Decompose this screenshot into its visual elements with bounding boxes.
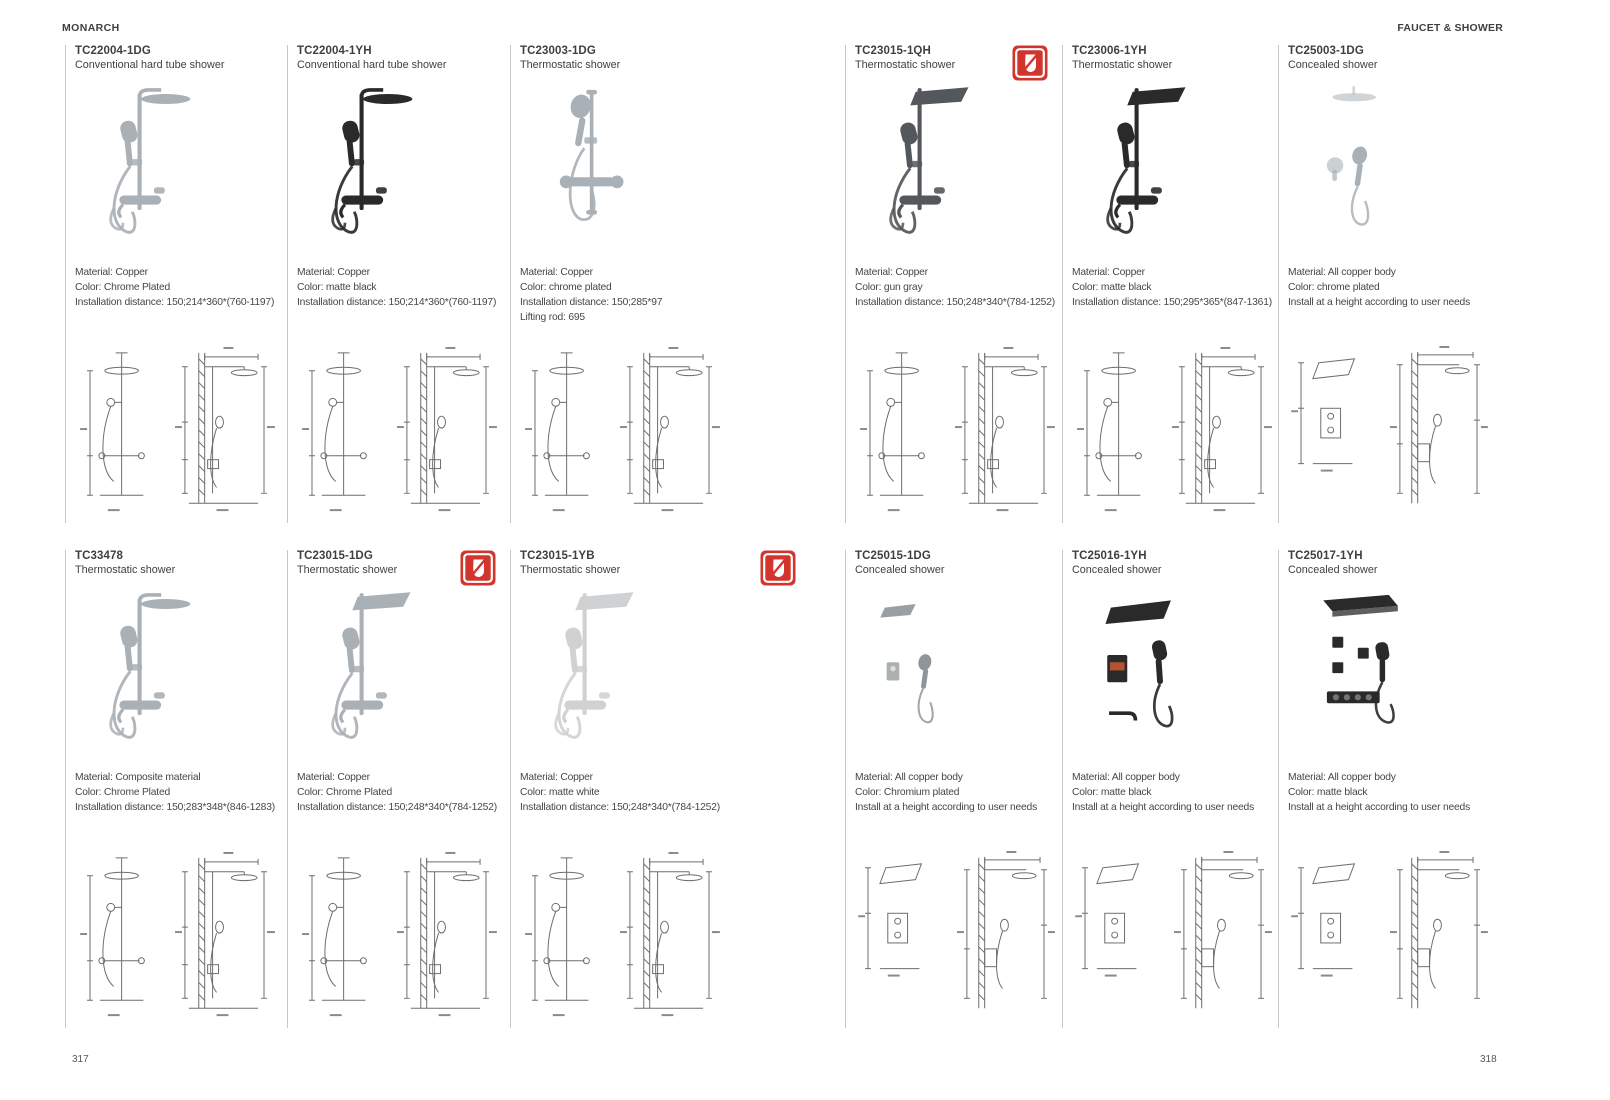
product-code: TC25017-1YH — [1288, 550, 1363, 562]
spec-line: Material: All copper body — [1288, 772, 1396, 783]
spec-line: Material: Copper — [1072, 267, 1145, 278]
product-code: TC22004-1YH — [297, 45, 372, 57]
technical-drawing — [1072, 345, 1276, 521]
spec-line: Color: Chromium plated — [855, 787, 960, 798]
product-specs — [1288, 770, 1560, 815]
page-number-right: 318 — [1480, 1054, 1497, 1065]
spec-line: Installation distance: 150;248*340*(784-1252) — [520, 802, 720, 813]
technical-drawing — [520, 345, 724, 521]
spec-line: Color: chrome plated — [520, 282, 612, 293]
product-specs — [1072, 265, 1278, 310]
product-specs — [855, 770, 1062, 815]
technical-drawing — [75, 345, 279, 521]
technical-drawing — [297, 850, 501, 1026]
spec-line: Installation distance: 150;283*348*(846-1283) — [75, 802, 275, 813]
spec-line: Install at a height according to user needs — [1288, 297, 1471, 308]
product-specs — [1072, 770, 1278, 815]
product-specs — [520, 265, 810, 325]
shower-illustration — [1288, 79, 1560, 261]
shower-illustration — [1072, 79, 1278, 261]
product-photo — [520, 71, 810, 263]
spec-line: Material: Copper — [520, 267, 593, 278]
technical-drawing — [855, 850, 1059, 1026]
spec-line: Material: All copper body — [1288, 267, 1396, 278]
product-card — [845, 45, 1062, 523]
category-title: FAUCET & SHOWER — [1397, 22, 1503, 34]
product-photo — [75, 576, 287, 768]
product-specs — [75, 265, 287, 310]
shower-illustration — [1072, 584, 1278, 766]
product-card — [287, 45, 510, 523]
product-type-label: Concealed shower — [855, 564, 945, 576]
product-type-label: Thermostatic shower — [75, 564, 176, 576]
spec-line: Color: matte black — [1288, 787, 1368, 798]
product-photo — [297, 71, 510, 263]
product-photo — [1072, 71, 1278, 263]
product-code: TC33478 — [75, 550, 124, 562]
product-type-label: Conventional hard tube shower — [75, 59, 225, 71]
spec-line: Color: Chrome Plated — [75, 282, 171, 293]
spec-line: Install at a height according to user needs — [1072, 802, 1255, 813]
shower-illustration — [855, 79, 1062, 261]
shower-illustration — [1288, 584, 1560, 766]
spec-line: Installation distance: 150;285*97 — [520, 297, 663, 308]
shower-illustration — [75, 79, 287, 261]
product-specs — [1288, 265, 1560, 310]
spec-line: Installation distance: 150;248*340*(784-1252) — [297, 802, 497, 813]
product-card — [1278, 550, 1560, 1028]
product-code: TC22004-1DG — [75, 45, 151, 57]
page-number-left: 317 — [72, 1054, 89, 1065]
product-type-label: Concealed shower — [1288, 564, 1378, 576]
product-code: TC25015-1DG — [855, 550, 931, 562]
product-type-label: Concealed shower — [1288, 59, 1378, 71]
product-code: TC23003-1DG — [520, 45, 596, 57]
product-photo — [1072, 576, 1278, 768]
product-code: TC23006-1YH — [1072, 45, 1147, 57]
spec-line: Material: Copper — [297, 772, 370, 783]
spec-line: Material: All copper body — [855, 772, 963, 783]
spec-line: Lifting rod: 695 — [520, 312, 585, 323]
product-specs — [297, 265, 510, 310]
product-photo — [855, 71, 1062, 263]
technical-drawing — [1288, 850, 1492, 1026]
product-type-label: Thermostatic shower — [297, 564, 398, 576]
quality-badge-icon — [460, 550, 496, 586]
product-specs — [75, 770, 287, 815]
spec-line: Material: Copper — [520, 772, 593, 783]
product-code: TC23015-1YB — [520, 550, 595, 562]
product-photo — [75, 71, 287, 263]
product-photo — [1288, 71, 1560, 263]
product-code: TC23015-1DG — [297, 550, 373, 562]
product-card — [65, 550, 287, 1028]
spec-line: Color: Chrome Plated — [75, 787, 171, 798]
technical-drawing — [1288, 345, 1492, 521]
product-card — [845, 550, 1062, 1028]
product-type-label: Conventional hard tube shower — [297, 59, 447, 71]
quality-badge-icon — [1012, 45, 1048, 81]
technical-drawing — [520, 850, 724, 1026]
technical-drawing — [855, 345, 1059, 521]
spec-line: Material: Copper — [75, 267, 148, 278]
product-code: TC25003-1DG — [1288, 45, 1364, 57]
product-photo — [520, 576, 810, 768]
technical-drawing — [297, 345, 501, 521]
product-photo — [1288, 576, 1560, 768]
spec-line: Material: Copper — [297, 267, 370, 278]
shower-illustration — [297, 79, 510, 261]
brand-name: MONARCH — [62, 22, 120, 34]
spec-line: Color: matte black — [297, 282, 377, 293]
product-code: TC23015-1QH — [855, 45, 931, 57]
catalog-page-right — [845, 45, 1560, 1028]
spec-line: Material: Composite material — [75, 772, 201, 783]
product-card — [1062, 550, 1278, 1028]
spec-line: Color: matte black — [1072, 282, 1152, 293]
quality-badge-icon — [760, 550, 796, 586]
product-card — [510, 45, 810, 523]
spec-line: Color: Chrome Plated — [297, 787, 393, 798]
product-type-label: Thermostatic shower — [520, 59, 621, 71]
product-photo — [297, 576, 510, 768]
catalog-page-left — [65, 45, 810, 1028]
product-specs — [855, 265, 1062, 310]
product-type-label: Thermostatic shower — [1072, 59, 1173, 71]
shower-illustration — [520, 584, 810, 766]
product-type-label: Thermostatic shower — [520, 564, 621, 576]
spec-line: Installation distance: 150;214*360*(760-1197) — [75, 297, 275, 308]
product-card — [510, 550, 810, 1028]
shower-illustration — [297, 584, 510, 766]
spec-line: Installation distance: 150;214*360*(760-1197) — [297, 297, 497, 308]
spec-line: Material: Copper — [855, 267, 928, 278]
spec-line: Color: matte white — [520, 787, 600, 798]
product-card — [1062, 45, 1278, 523]
product-specs — [297, 770, 510, 815]
spec-line: Installation distance: 150;295*365*(847-1361) — [1072, 297, 1272, 308]
shower-illustration — [520, 79, 810, 261]
product-card — [287, 550, 510, 1028]
product-type-label: Concealed shower — [1072, 564, 1162, 576]
product-photo — [855, 576, 1062, 768]
shower-illustration — [855, 584, 1062, 766]
spec-line: Installation distance: 150;248*340*(784-1252) — [855, 297, 1055, 308]
product-card — [65, 45, 287, 523]
shower-illustration — [75, 584, 287, 766]
spec-line: Install at a height according to user needs — [1288, 802, 1471, 813]
product-code: TC25016-1YH — [1072, 550, 1147, 562]
spec-line: Color: chrome plated — [1288, 282, 1380, 293]
spec-line: Color: matte black — [1072, 787, 1152, 798]
spec-line: Install at a height according to user needs — [855, 802, 1038, 813]
spec-line: Color: gun gray — [855, 282, 923, 293]
product-type-label: Thermostatic shower — [855, 59, 956, 71]
product-card — [1278, 45, 1560, 523]
product-specs — [520, 770, 810, 815]
spec-line: Material: All copper body — [1072, 772, 1180, 783]
technical-drawing — [1072, 850, 1276, 1026]
technical-drawing — [75, 850, 279, 1026]
